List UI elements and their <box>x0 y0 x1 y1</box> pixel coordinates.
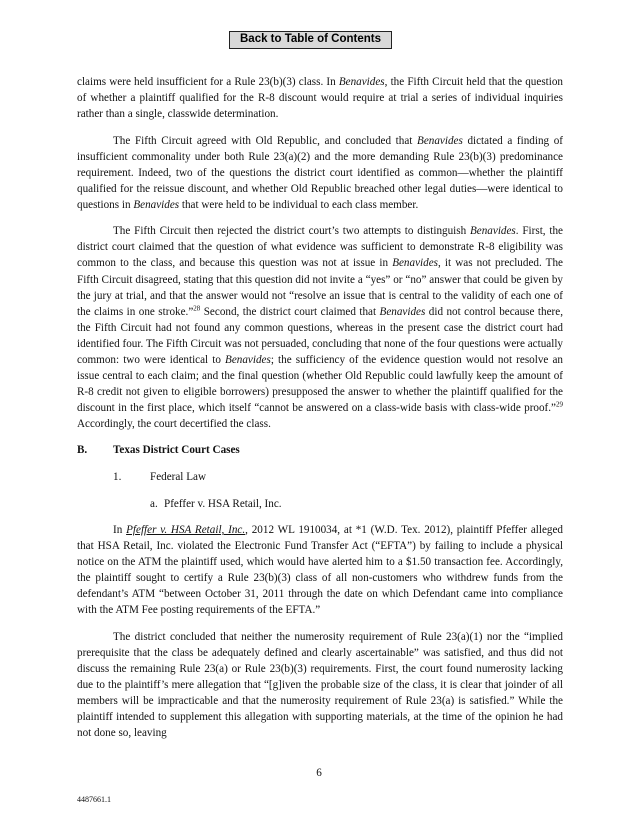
subsection-title: Federal Law <box>150 471 206 484</box>
case-name: Pfeffer v. HSA Retail, Inc. <box>126 524 246 537</box>
paragraph-5: The district concluded that neither the numerosity requirement of Rule 23(a)(1) nor the “implied prerequisite that the class be adequately defined and clearly ascertainable” was satisfied, and thus did not discuss the remaining Rule 23(a) or Rule 23(b)(3) requirements. First, the court found numerosity lacking due to the plaintiff’s mere allegation that “[g]iven the probable size of the class, it is clear that joinder of all members will be impracticable and that the numerosity requirement of Rule 23(a) is satisfied.” While the plaintiff intended to supplement this allegation with supporting materials, at the time of the opinion he had not done so, leaving <box>77 630 563 740</box>
subsection-label: 1. <box>113 471 122 484</box>
subsection-heading-a <box>150 496 563 512</box>
section-title: Texas District Court Cases <box>113 444 240 457</box>
subsection-title: Pfeffer v. HSA Retail, Inc. <box>164 497 282 510</box>
footnote-ref-28[interactable]: 28 <box>193 303 201 312</box>
paragraph-3: The Fifth Circuit then rejected the district court’s two attempts to distinguish Benavides. First, the district court claimed that the question of what evidence was sufficient to demonstrate R-8 eligibility was common to the class, and because this question was not at issue in Benavides, it was not precluded. The Fifth Circuit disagreed, stating that this question did not invite a “yes” or “no” answer that could be given by the jury at trial, and that the answer would not “resolve an issue that is central to the validity of each one of the claims in one stroke.”$^{28}$ Second, the district court claimed that Benavides did not control because there, the Fifth Circuit had not found any common questions, whereas in the present case the district court had identified four. The Fifth Circuit was not persuaded, concluding that none of the four questions were actually common: two were identical to Benavides; the sufficiency of the evidence question would not resolve an issue central to each claim; and the final question (whether Old Republic could lawfully keep the amount of R-8 credit not given to eligible borrowers) presupposed the answer to whether the plaintiff qualified for the discount in the first place, which itself “cannot be answered on a class-wide basis with class-wide proof.”$^{29}$ Accordingly, the court decertified the class. <box>77 225 563 430</box>
page-body <box>77 74 563 752</box>
document-id: 4487661.1 <box>77 795 111 804</box>
paragraph-2: The Fifth Circuit agreed with Old Republic, and concluded that Benavides dictated a finding of insufficient commonality under both Rule 23(a)(2) and the more demanding Rule 23(b)(3) predominance requirement. Indeed, two of the questions the district court identified as common—whether the plaintiff qualified for the reissue discount, and whether Old Republic breached other legal duties—were identical to questions in Benavides that were held to be individual to each class member. <box>77 134 564 211</box>
subsection-label: a. <box>150 497 158 510</box>
section-label: B. <box>77 444 88 457</box>
section-heading-b <box>77 442 563 458</box>
footnote-ref-29[interactable]: 29 <box>556 400 563 409</box>
paragraph-4: In Pfeffer v. HSA Retail, Inc., 2012 WL 1910034, at *1 (W.D. Tex. 2012), plaintiff Pfeffer alleged that HSA Retail, Inc. violated the Electronic Fund Transfer Act (“EFTA”) by failing to include a physical notice on the ATM the plaintiff used, which would have alerted him to a $1.50 transaction fee. Accordingly, the plaintiff sought to certify a Rule 23(b)(3) class of all non-customers who withdrew funds from the defendant’s ATM “between October 31, 2011 through the date on which Defendant came into compliance with the ATM Fee posting requirements of the EFTA.” <box>77 524 563 617</box>
paragraph-1: claims were held insufficient for a Rule 23(b)(3) class. In Benavides, the Fifth Circuit held that the question of whether a plaintiff qualified for the R-8 discount would require at trial a series of individual inquiries rather than a single, classwide determination. <box>77 76 563 121</box>
page-number: 6 <box>316 767 322 779</box>
back-to-toc-button[interactable]: Back to Table of Contents <box>229 31 392 49</box>
subsection-heading-1 <box>113 469 563 485</box>
